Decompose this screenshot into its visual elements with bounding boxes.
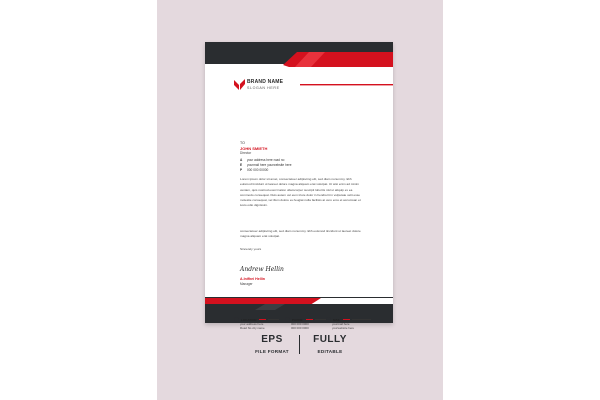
- brand-slogan: SLOGAN HERE: [247, 86, 280, 90]
- recipient-phone-line: P 000 000 00000: [240, 168, 269, 172]
- eps-badge: EPS FILE FORMAT: [255, 334, 289, 354]
- signer-name: A.Inifhei Hellin: [240, 277, 265, 281]
- brand-logo-icon: [234, 79, 245, 90]
- recipient-email-line: E yourmail here yourwebsite here: [240, 163, 292, 167]
- recipient-name: JOHN SMIETH: [240, 146, 268, 151]
- mail-icon: [326, 317, 331, 322]
- phone-icon: [285, 317, 290, 322]
- signer-role: Manager: [240, 282, 253, 286]
- body-paragraph: Lorem ipsum dolor sit amet, consectetuer adipiscing elit, sed diam nonummy nibh euismod tincidunt ut laoreet dolore magna aliquam erat volutpat. Ut wisi enim ad minim veniam, quis nostrud exerci tation ullamcorper suscipit lobortis nisl ut aliquip ex ea commodo consequat. Duis autem vel eum iriure dolor in hendrerit in vulputate velit esse molestie consequat, vel illum dolore eu feugiat nulla facilisis at vero eros et accumsan et iusto odio dignissim.: [240, 177, 361, 208]
- location-icon: [234, 317, 239, 322]
- brand-name: BRAND NAME: [247, 79, 284, 85]
- footer-location: LOCATION your address here Road No city name: [234, 317, 279, 330]
- letterhead-page: [205, 42, 393, 330]
- editable-badge: FULLY EDITABLE: [313, 334, 347, 354]
- recipient-title: Director: [240, 151, 252, 155]
- closing-line: Sincerely yours: [240, 247, 262, 251]
- footer-mail: MAIL yourmail here yourwebsite here: [326, 317, 371, 330]
- recipient-label: TO: [240, 141, 245, 145]
- body-paragraph: consectetuer adipiscing elit, sed diam nonummy nibh euismod tincidunt ut laoreet dolore magna aliquam erat volutpat.: [240, 229, 361, 239]
- recipient-address-line: A your address here road no: [240, 158, 285, 162]
- badge-divider: [299, 335, 300, 354]
- signature-script: Andrew Hellin: [240, 266, 284, 273]
- footer-phone: PHONE 000 000 0000 000 000 0000: [285, 317, 330, 330]
